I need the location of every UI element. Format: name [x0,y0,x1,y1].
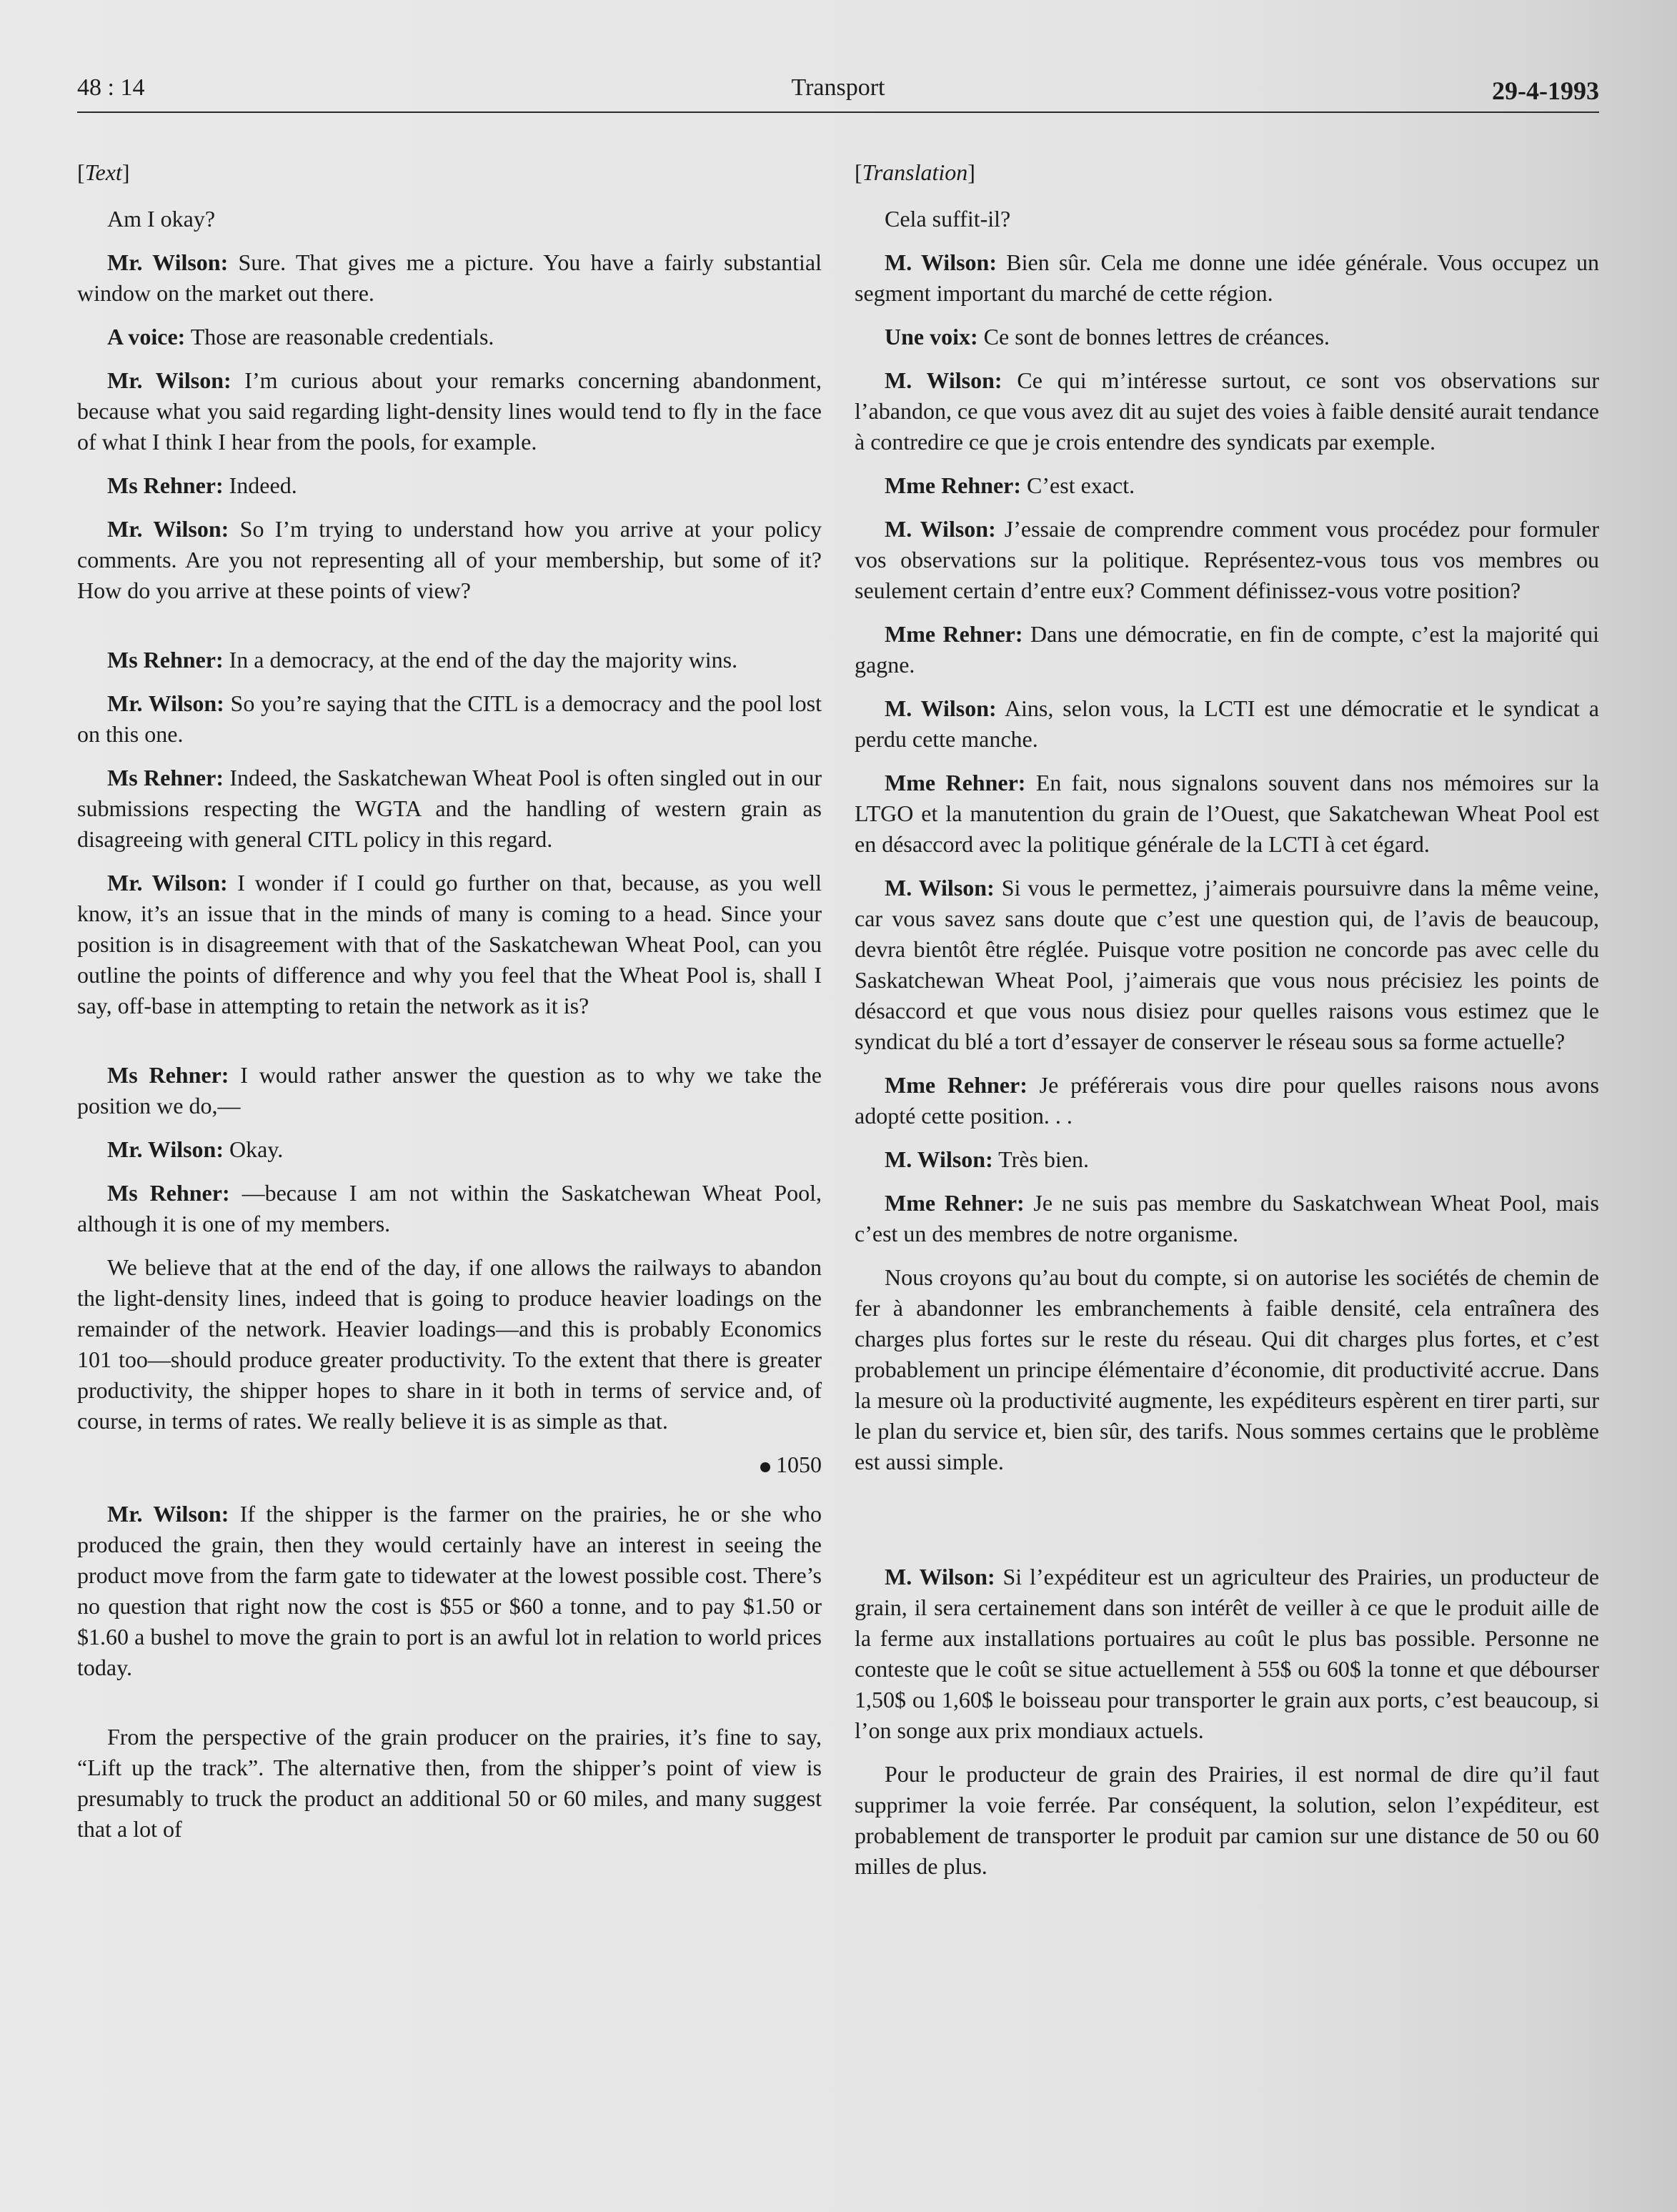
speaker-name: M. Wilson: [885,1146,993,1172]
paragraph: Mr. Wilson: So you’re saying that the CITL is a democracy and the pool lost on this one. [77,690,822,747]
paragraph: Mr. Wilson: I’m curious about your remarks concerning abandonment, because what you said regarding light-density lines would tend to fly in the face of what I think I hear from the pools, for example. [77,367,822,455]
paragraph: A voice: Those are reasonable credentials. [107,324,494,349]
page-header [77,71,1599,113]
speaker-name: Mme Rehner: [885,1190,1025,1216]
speaker-name: Mr. Wilson: [107,249,229,275]
speaker-name: Mme Rehner: [885,472,1022,498]
spacer [855,1490,1599,1562]
paragraph: M. Wilson: Ce qui m’intéresse surtout, ce sont vos observations sur l’abandon, ce que vous avez dit au sujet des voies à faible densité aurait tendance à contredire ce que je crois entendre des syndicats par exemple. [855,367,1600,455]
paragraph: Mme Rehner: En fait, nous signalons souvent dans nos mémoires sur la LTGO et la manutention du grain de l’Ouest, que Sakatchewan Wheat Pool est en désaccord avec la politique générale de la LCTI à cet égard. [855,770,1600,857]
paragraph: Ms Rehner: Indeed, the Saskatchewan Wheat Pool is often singled out in our submissions respecting the WGTA and the handling of western grain as disagreeing with general CITL policy in this regard. [77,765,822,852]
speaker-name: Mr. Wilson: [107,1136,224,1162]
paragraph: Mme Rehner: Je ne suis pas membre du Saskatchwean Wheat Pool, mais c’est un des membres de notre organisme. [855,1190,1600,1246]
spacer [77,1696,822,1722]
paragraph: Ms Rehner: I would rather answer the question as to why we take the position we do,— [77,1062,822,1119]
timestamp-marker: 1050 [77,1449,822,1480]
language-label: [Text] [77,159,130,185]
speaker-name: Ms Rehner: [107,647,224,673]
speaker-name: Une voix: [885,324,978,349]
paragraph: Ms Rehner: In a democracy, at the end of the day the majority wins. [107,647,738,673]
speaker-name: Mr. Wilson: [107,1501,229,1527]
paragraph: Mr. Wilson: So I’m trying to understand how you arrive at your policy comments. Are you not representing all of your membership, but some of it? How do you arrive at these points of view? [77,516,822,603]
speaker-name: Ms Rehner: [107,1180,230,1206]
paragraph: Mr. Wilson: If the shipper is the farmer on the prairies, he or she who produced the grain, then they would certainly have an interest in seeing the product move from the farm gate to tidewater at the lowest possible cost. There’s no question that right now the cost is $55 or $60 a tonne, and to pay $1.50 or $1.60 a bushel to move the grain to port is an awful lot in relation to world prices today. [77,1501,822,1680]
page-reference: 48 : 14 [77,74,145,101]
paragraph: Mme Rehner: Dans une démocratie, en fin de compte, c’est la majorité qui gagne. [855,621,1600,678]
paragraph: From the perspective of the grain producer on the prairies, it’s fine to say, “Lift up the track”. The alternative then, from the shipper’s point of view is presumably to truck the product an additional 50 or 60 miles, and many suggest that a lot of [77,1724,822,1842]
speaker-name: Ms Rehner: [107,765,224,790]
speaker-name: M. Wilson: [885,516,996,542]
french-column [855,157,1599,1895]
paragraph: M. Wilson: Bien sûr. Cela me donne une idée générale. Vous occupez un segment important du marché de cette région. [855,249,1600,306]
paragraph: M. Wilson: Si l’expéditeur est un agriculteur des Prairies, un producteur de grain, il sera certainement dans son intérêt de veiller à ce que le produit aille de la ferme aux installations portuaires au coût le plus bas possible. Personne ne conteste que le coût se situe actuellement à 55$ ou 60$ la tonne et que débourser 1,50$ ou 1,60$ le boisseau pour transporter le grain aux ports, c’est beaucoup, si l’on songe aux prix mondiaux actuels. [855,1564,1599,1743]
page-date: 29-4-1993 [1492,76,1599,105]
speaker-name: M. Wilson: [885,367,1002,393]
speaker-name: Mme Rehner: [885,621,1023,647]
spacer [77,1034,822,1060]
paragraph: Cela suffit-il? [885,206,1011,232]
page-title: Transport [791,74,885,101]
language-label: [Translation] [855,159,975,185]
speaker-name: Ms Rehner: [107,472,224,498]
paragraph: Am I okay? [107,206,216,232]
english-column [77,157,822,1858]
speaker-name: M. Wilson: [885,695,997,721]
speaker-name: Mme Rehner: [885,1072,1027,1098]
paragraph: Nous croyons qu’au bout du compte, si on autorise les sociétés de chemin de fer à abandonner les embranchements à faible densité, cela entraînera des charges plus fortes sur le reste du réseau. Qui dit charges plus fortes, et c’est probablement un principe élémentaire d’économie, dit productivité accrue. Dans la mesure où la productivité augmente, les expéditeurs espèrent en tirer parti, sur le plan du service et, bien sûr, des tarifs. Nous sommes certains que le problème est aussi simple. [855,1264,1599,1474]
speaker-name: Mr. Wilson: [107,516,229,542]
paragraph: M. Wilson: Si vous le permettez, j’aimerais poursuivre dans la même veine, car vous savez sans doute que c’est une question qui, de l’avis de beaucoup, devra bientôt être réglée. Puisque votre position ne concorde pas avec celle du Saskatchewan Wheat Pool, j’aimerais que vous nous précisiez les points de désaccord et que vous nous disiez pour quelles raisons vous estimez que le syndicat du blé a tort d’essayer de conserver le réseau sous sa forme actuelle? [855,875,1600,1054]
paragraph: Pour le producteur de grain des Prairies, il est normal de dire qu’il faut supprimer la voie ferrée. Par conséquent, la solution, selon l’expéditeur, est probablement de transporter le produit par camion sur une distance de 50 ou 60 milles de plus. [855,1761,1599,1879]
paragraph: Mr. Wilson: I wonder if I could go further on that, because, as you well know, it’s an issue that in the minds of many is coming to a head. Since your position is in disagreement with that of the Saskatchewan Wheat Pool, can you outline the points of difference and why you feel that the Wheat Pool is, shall I say, off-base in attempting to retain the network as it is? [77,870,822,1018]
speaker-name: M. Wilson: [885,249,997,275]
paragraph: Mr. Wilson: Okay. [107,1136,284,1162]
speaker-name: Mr. Wilson: [107,690,224,716]
speaker-name: Mr. Wilson: [107,870,228,896]
bullet-icon [760,1462,770,1472]
paragraph: Une voix: Ce sont de bonnes lettres de créances. [885,324,1330,349]
paragraph: M. Wilson: Très bien. [885,1146,1089,1172]
paragraph: We believe that at the end of the day, if one allows the railways to abandon the light-density lines, indeed that is going to produce heavier loadings on the remainder of the network. Heavier loadings—and this is probably Economics 101 too—should produce greater productivity. To the extent that there is greater productivity, the shipper hopes to share in it both in terms of service and, of course, in terms of rates. We really believe it is as simple as that. [77,1254,822,1434]
paragraph: Ms Rehner: Indeed. [107,472,297,498]
speaker-name: M. Wilson: [885,875,995,901]
speaker-name: Mr. Wilson: [107,367,232,393]
speaker-name: M. Wilson: [885,1564,995,1589]
paragraph: Mme Rehner: Je préférerais vous dire pour quelles raisons nous avons adopté cette position. . . [855,1072,1600,1129]
paragraph: M. Wilson: J’essaie de comprendre comment vous procédez pour formuler vos observations sur la politique. Représentez-vous tous vos membres ou seulement certain d’entre eux? Comment définissez-vous votre position? [855,516,1600,603]
speaker-name: Ms Rehner: [107,1062,229,1088]
speaker-name: Mme Rehner: [885,770,1026,795]
speaker-name: A voice: [107,324,186,349]
paragraph: Ms Rehner: —because I am not within the Saskatchewan Wheat Pool, although it is one of my members. [77,1180,822,1236]
paragraph: M. Wilson: Ains, selon vous, la LCTI est une démocratie et le syndicat a perdu cette manche. [855,695,1600,752]
paragraph: Mr. Wilson: Sure. That gives me a picture. You have a fairly substantial window on the market out there. [77,249,822,306]
spacer [77,619,822,645]
paragraph: Mme Rehner: C’est exact. [885,472,1135,498]
